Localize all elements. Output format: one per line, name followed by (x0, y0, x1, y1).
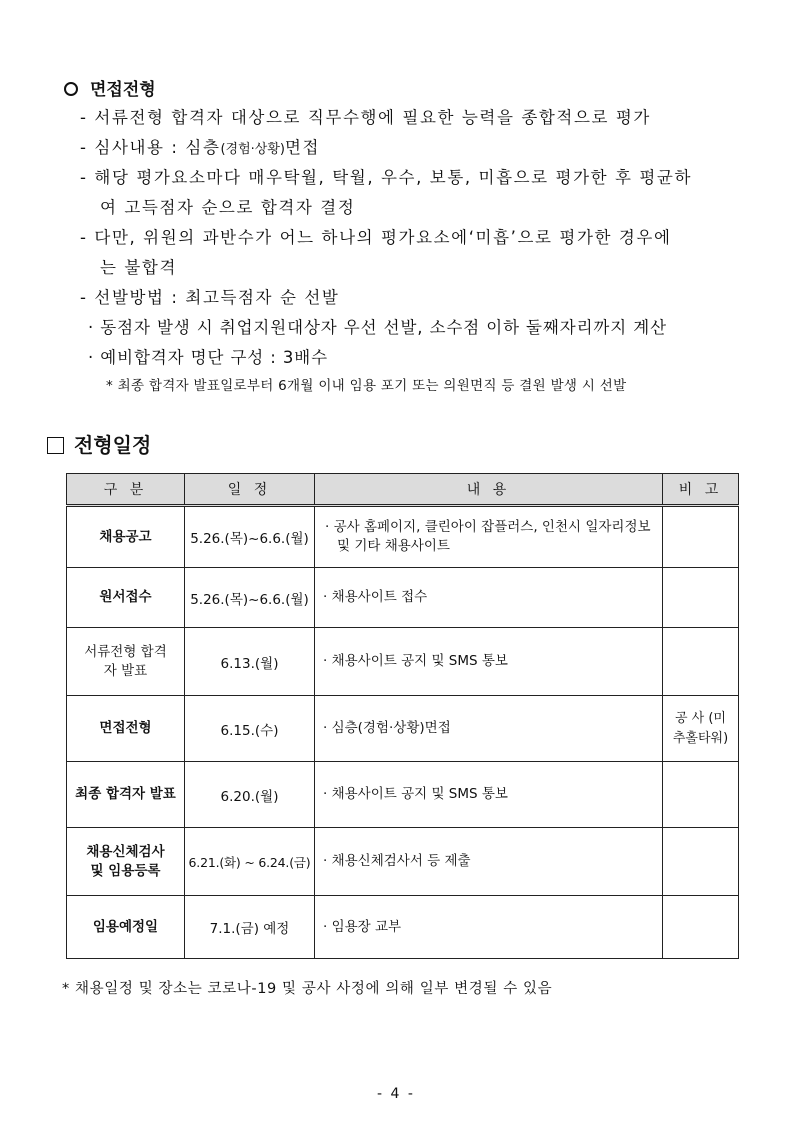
table-row (67, 696, 739, 762)
header-content: 내 용 (315, 474, 663, 506)
schedule-footnote: * 채용일정 및 장소는 코로나-19 및 공사 사정에 의해 일부 변경될 수 있음 (62, 981, 553, 997)
row-date: 6.15.(수) (185, 696, 315, 762)
row-date: 6.20.(월) (185, 762, 315, 828)
interview-line-1: - 서류전형 합격자 대상으로 직무수행에 필요한 능력을 종합적으로 평가 (80, 108, 651, 127)
table-row (67, 568, 739, 628)
row-note (663, 762, 739, 828)
table-row (67, 896, 739, 959)
interview-line-3: - 해당 평가요소마다 매우탁월, 탁월, 우수, 보통, 미흡으로 평가한 후 평균하 (80, 168, 693, 187)
table-row (67, 628, 739, 696)
interview-line-2: - 심사내용 : 심층(경험·상황)면접 (80, 138, 321, 157)
table-row (67, 762, 739, 828)
interview-sub-2: · 예비합격자 명단 구성 : 3배수 (88, 348, 328, 367)
interview-note: * 최종 합격자 발표일로부터 6개월 이내 임용 포기 또는 의원면직 등 결원 발생 시 선발 (106, 378, 627, 394)
interview-sub-1: · 동점자 발생 시 취업지원대상자 우선 선발, 소수점 이하 둘째자리까지 계산 (88, 318, 667, 337)
interview-line-5: - 선발방법 : 최고득점자 순 선발 (80, 288, 340, 307)
section-heading-interview: 면접전형 (64, 75, 156, 100)
interview-line-4: - 다만, 위원의 과반수가 어느 하나의 평가요소에‘미흡’으로 평가한 경우에 (80, 228, 672, 247)
interview-line-4-cont: 는 불합격 (100, 258, 178, 277)
header-category: 구 분 (67, 474, 185, 506)
row-note-location: 공 사 (미추홀타워) (663, 696, 739, 762)
row-content: · 공사 홈페이지, 클린아이 잡플러스, 인천시 일자리정보 및 기타 채용사이트 (315, 506, 663, 568)
row-name: 채용신체검사 및 임용등록 (67, 828, 185, 896)
table-row (67, 828, 739, 896)
row-note (663, 628, 739, 696)
row-name: 채용공고 (67, 506, 185, 568)
table-header-row (67, 474, 739, 506)
row-note (663, 568, 739, 628)
row-name: 최종 합격자 발표 (67, 762, 185, 828)
header-note: 비 고 (663, 474, 739, 506)
header-date: 일 정 (185, 474, 315, 506)
row-content: · 채용사이트 공지 및 SMS 통보 (315, 762, 663, 828)
section-heading-schedule: 전형일정 (47, 429, 151, 458)
row-note (663, 828, 739, 896)
row-note (663, 506, 739, 568)
schedule-table (66, 473, 739, 959)
row-content: · 채용사이트 공지 및 SMS 통보 (315, 628, 663, 696)
row-name: 임용예정일 (67, 896, 185, 959)
table-row (67, 506, 739, 568)
row-date: 7.1.(금) 예정 (185, 896, 315, 959)
page-number: - 4 - (377, 1086, 415, 1102)
row-content: · 임용장 교부 (315, 896, 663, 959)
interview-line-3-cont: 여 고득점자 순으로 합격자 결정 (100, 198, 356, 217)
row-date: 5.26.(목)~6.6.(월) (185, 568, 315, 628)
row-content: · 심층(경험·상황)면접 (315, 696, 663, 762)
row-name: 원서접수 (67, 568, 185, 628)
row-name: 면접전형 (67, 696, 185, 762)
row-date: 6.21.(화) ~ 6.24.(금) (185, 828, 315, 896)
circle-bullet-icon (64, 82, 78, 96)
row-date: 6.13.(월) (185, 628, 315, 696)
row-content: · 채용신체검사서 등 제출 (315, 828, 663, 896)
square-bullet-icon (47, 437, 64, 454)
row-content: · 채용사이트 접수 (315, 568, 663, 628)
row-date: 5.26.(목)~6.6.(월) (185, 506, 315, 568)
row-name: 서류전형 합격자 발표 (67, 628, 185, 696)
row-note (663, 896, 739, 959)
